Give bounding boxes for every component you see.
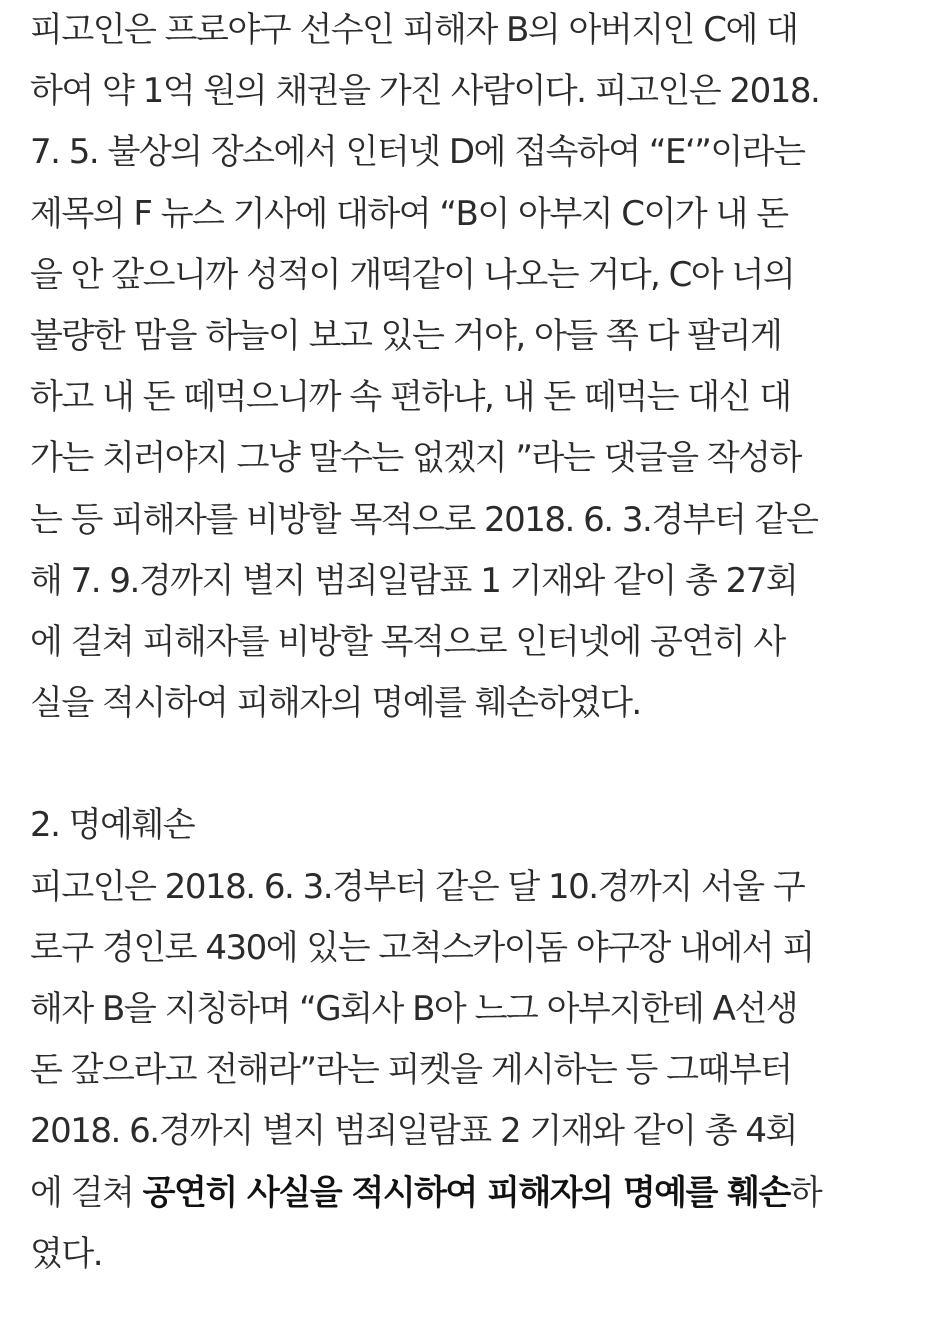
text-line: 해자 B을 지칭하며 “G회사 B아 느그 아부지한테 A선생 <box>30 989 798 1029</box>
text-line: 돈 갚으라고 전해라”라는 피켓을 게시하는 등 그때부터 <box>30 1050 792 1091</box>
text-line: 2018. 6.경까지 별지 범죄일람표 2 기재와 같이 총 4회 <box>30 1111 797 1152</box>
text-line: 하여 약 1억 원의 채권을 가진 사람이다. 피고인은 2018. <box>30 71 820 112</box>
paragraph-spacer <box>30 734 936 795</box>
text-line: 불량한 맘을 하늘이 보고 있는 거야, 아들 쪽 다 팔리게 <box>30 315 782 356</box>
text-segment: 에 걸쳐 <box>30 1172 143 1213</box>
section-2-paragraph <box>30 795 936 1285</box>
text-line: 해 7. 9.경까지 별지 범죄일람표 1 기재와 같이 총 27회 <box>30 560 798 601</box>
text-line: 에 걸쳐 피해자를 비방할 목적으로 인터넷에 공연히 사 <box>30 621 785 662</box>
document-body <box>30 0 936 1285</box>
text-line-with-emphasis <box>30 1163 936 1224</box>
text-line: 였다. <box>30 1233 102 1274</box>
text-line: 실을 적시하여 피해자의 명예를 훼손하였다. <box>30 683 641 724</box>
section-heading: 2. 명예훼손 <box>30 805 195 846</box>
text-line: 로구 경인로 430에 있는 고척스카이돔 야구장 내에서 피 <box>30 927 814 968</box>
text-line: 하고 내 돈 떼먹으니까 속 편하냐, 내 돈 떼먹는 대신 대 <box>30 377 791 418</box>
text-line: 는 등 피해자를 비방할 목적으로 2018. 6. 3.경부터 같은 <box>30 499 818 540</box>
text-segment: 하 <box>789 1172 822 1213</box>
text-line: 제목의 F 뉴스 기사에 대하여 “B이 아부지 C이가 내 돈 <box>30 193 788 234</box>
text-line: 가는 치러야지 그냥 말수는 없겠지 ”라는 댓글을 작성하 <box>30 438 801 479</box>
text-line: 을 안 갚으니까 성적이 개떡같이 나오는 거다, C아 너의 <box>30 254 795 295</box>
text-line: 피고인은 프로야구 선수인 피해자 B의 아버지인 C에 대 <box>30 10 798 50</box>
emphasized-text: 공연히 사실을 적시하여 피해자의 명예를 훼손 <box>142 1172 790 1213</box>
section-1-paragraph <box>30 0 936 734</box>
text-line: 7. 5. 불상의 장소에서 인터넷 D에 접속하여 “E‘”이라는 <box>30 132 805 173</box>
text-line: 피고인은 2018. 6. 3.경부터 같은 달 10.경까지 서울 구 <box>30 866 805 907</box>
